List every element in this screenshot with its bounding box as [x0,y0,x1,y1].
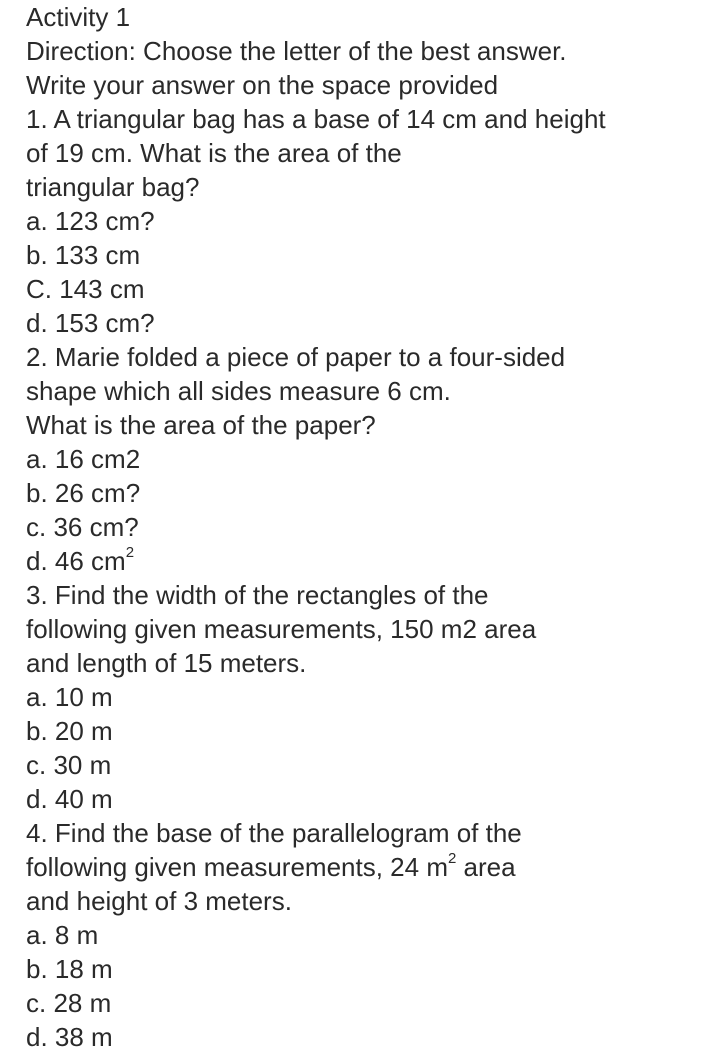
question-3-line-3: and length of 15 meters. [26,648,307,678]
activity-title: Activity 1 [26,2,131,32]
question-4-line-2-superscript: 2 [447,850,457,868]
question-3-option-d: d. 40 m [26,784,113,814]
question-2-line-3: What is the area of the paper? [26,410,376,440]
question-2-option-d-text: d. 46 cm [26,546,126,576]
question-4-line-2 [26,850,516,884]
question-4-line-3: and height of 3 meters. [26,886,292,916]
question-1-line-3: triangular bag? [26,172,200,202]
question-3-line-2: following given measurements, 150 m2 area [26,614,537,644]
question-4-line-2-text: following given measurements, 24 m [26,852,448,882]
question-1-option-c: C. 143 cm [26,274,145,304]
question-3-option-b: b. 20 m [26,716,113,746]
direction-line-1: Direction: Choose the letter of the best answer. [26,36,567,66]
question-4-option-d: d. 38 m [26,1022,113,1052]
question-2-line-1: 2. Marie folded a piece of paper to a four-sided [26,342,566,372]
question-1-option-a: a. 123 cm? [26,206,155,236]
direction-line-2: Write your answer on the space provided [26,70,499,100]
question-4-line-2-tail: area [456,852,516,882]
question-2-line-2: shape which all sides measure 6 cm. [26,376,451,406]
question-1-line-2: of 19 cm. What is the area of the [26,138,402,168]
question-4-line-1: 4. Find the base of the parallelogram of the [26,818,522,848]
question-4-option-c: c. 28 m [26,988,112,1018]
question-4-option-a: a. 8 m [26,920,99,950]
question-3-line-1: 3. Find the width of the rectangles of the [26,580,489,610]
question-3-option-a: a. 10 m [26,682,113,712]
question-2-option-b: b. 26 cm? [26,478,141,508]
question-2-option-c: c. 36 cm? [26,512,139,542]
question-1-option-b: b. 133 cm [26,240,141,270]
question-4-option-b: b. 18 m [26,954,113,984]
question-2-option-d [26,544,134,578]
question-2-option-d-superscript: 2 [125,544,135,562]
question-2-option-a: a. 16 cm2 [26,444,141,474]
question-3-option-c: c. 30 m [26,750,112,780]
question-1-option-d: d. 153 cm? [26,308,155,338]
question-1-line-1: 1. A triangular bag has a base of 14 cm and height [26,104,606,134]
